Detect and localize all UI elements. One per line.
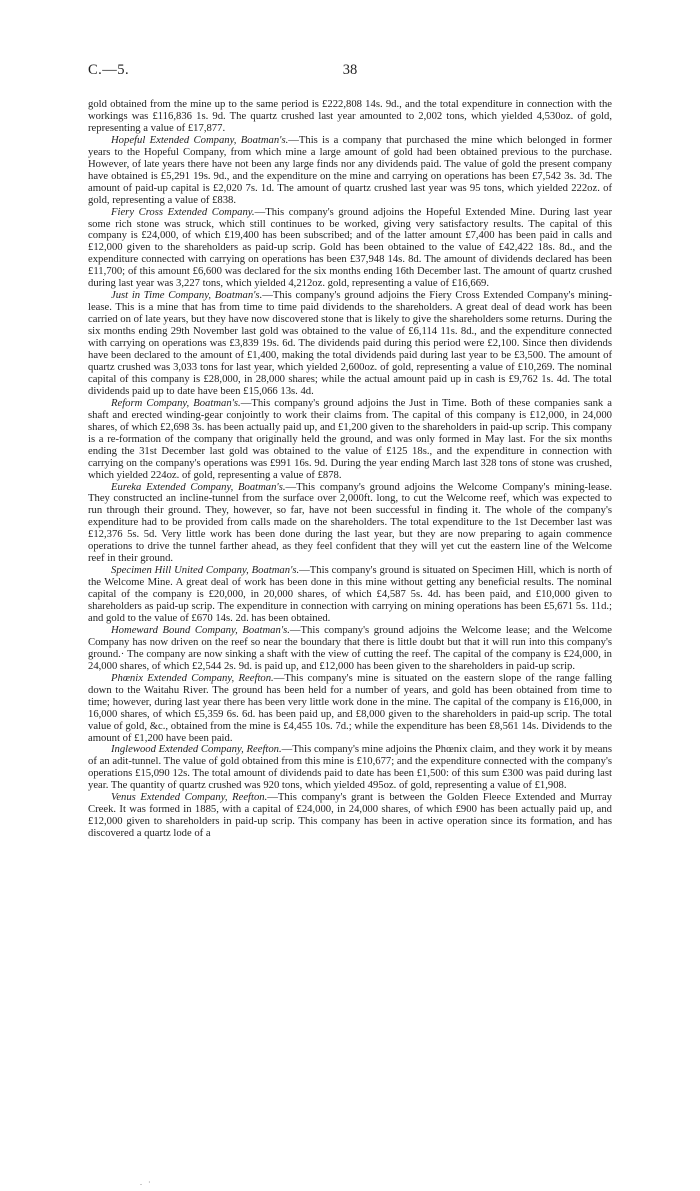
paragraph-reform: [88, 398, 612, 482]
paragraph-specimen-hill: [88, 565, 612, 625]
paragraph-text: —This company's mine adjoins the Phœnix claim, and they work it by means of an adit-tunnel. The value of gold obtained from this mine is £10,677; and the expenditure connected with the company's operations £15,090 12s. The total amount of dividends paid to date has been £1,500: of this sum £300 was paid during last year. The quantity of quartz crushed was 920 tons, which yielded 495oz. of gold, representing a value of £1,908.: [88, 744, 612, 792]
paragraph-text: —This company's mine is situated on the eastern slope of the range falling down to the Waitahu River. The ground has been held for a number of years, and gold has been obtained from time to time; however, during last year there has been very little work done in the mine. The capital of the company is £16,000, in 16,000 shares, of which £5,359 6s. 6d. has been paid up, and £8,000 given to the shareholders in paid-up scrip. The total value of gold, &c., obtained from the mine is £4,455 10s. 7d.; while the expenditure has been £8,561 14s. Dividends to the amount of £1,200 have been paid.: [88, 672, 613, 744]
paragraph-continuation: [88, 99, 612, 135]
footer-mark: . ·: [140, 1178, 153, 1187]
paragraph-phoenix-extended: [88, 673, 612, 745]
paragraph-text: —This is a company that purchased the mine which belonged in former years to the Hopeful Company, from which mine a large amount of gold had been obtained previous to the purchase. However, of late years there have not been any large finds nor any dividends paid. The value of gold the present company have obtained is £5,291 19s. 9d., and the expenditure on the mine and carrying on operations has been £7,542 3s. 3d. The amount of paid-up capital is £2,020 7s. 1d. The amount of quartz crushed last year was 95 tons, which yielded 222oz. of gold, representing a value of £838.: [88, 134, 612, 206]
company-name: Specimen Hill United Company, Boatman's.: [111, 565, 300, 577]
company-name: Inglewood Extended Company, Reefton.: [111, 744, 282, 756]
paragraph-text: —This company's ground adjoins the Welcome Company's mining-lease. They constructed an incline-tunnel from the surface over 2,000ft. long, to cut the Welcome reef, which was expected to run through their ground. They, however, so far, have not been successful in finding it. The whole of the company's expenditure had to be provided from calls made on the shareholders. The total expenditure to the 1st December last was £12,376 5s. 5d. Very little work has been done during the last year, but they are now preparing to again commence operations to drive the tunnel farther ahead, as they feel confident that they will yet cut the eastern line of the Welcome reef in their ground.: [88, 481, 612, 565]
company-name: Phœnix Extended Company, Reefton.: [111, 672, 274, 684]
paragraph-eureka-extended: [88, 482, 612, 566]
paragraph-just-in-time: [88, 290, 612, 398]
company-name: Fiery Cross Extended Company.: [111, 206, 255, 218]
paragraph-text: —This company's ground adjoins the Welcome lease; and the Welcome Company has now driven on the reef so near the boundary that there is little doubt but that it will run into this company's ground.· The company are now sinking a shaft with the view of cutting the reef. The capital of the company is £24,000, in 24,000 shares, of which £2,544 2s. 9d. is paid up, and £12,000 has been given to the shareholders in paid-up scrip.: [88, 624, 613, 672]
paragraph-hopeful-extended: [88, 135, 612, 207]
body-text: [88, 99, 612, 840]
page-number: 38: [342, 62, 358, 78]
paragraph-fiery-cross: [88, 207, 612, 291]
paragraph-text: gold obtained from the mine up to the same period is £222,808 14s. 9d., and the total expenditure in connection with the workings was £116,836 1s. 9d. The quartz crushed last year amounted to 2,002 tons, which yielded 4,530oz. of gold, representing a value of £17,877.: [88, 99, 612, 134]
paragraph-text: —This company's grant is between the Golden Fleece Extended and Murray Creek. It was formed in 1885, with a capital of £24,000, in 24,000 shares, of which £900 has been actually paid up, and £12,000 given to shareholders in paid-up scrip. This company has been in active operation since its formation, and has discovered a quartz lode of a: [88, 792, 612, 840]
company-name: Homeward Bound Company, Boatman's.: [111, 624, 290, 636]
company-name: Just in Time Company, Boatman's.: [111, 290, 263, 302]
paragraph-text: —This company's ground adjoins the Just in Time. Both of these companies sank a shaft and erected winding-gear conjointly to work their claims from. The capital of this company is £12,000, in 24,000 shares, of which £2,698 3s. has been actually paid up, and £1,200 given to the shareholders in paid-up scrip. This company is a re-formation of the company that originally held the ground, and was only formed in May last. For the six months ending the 31st December last gold was obtained to the value of £125 18s., and the expenditure in connection with carrying on the company's operations was £991 16s. 9d. During the year ending March last 328 tons of stone was crushed, which yielded 224oz. of gold, representing a value of £878.: [88, 397, 612, 481]
running-head: [88, 62, 612, 82]
company-name: Eureka Extended Company, Boatman's.: [111, 481, 286, 493]
page-reference: C.—5.: [88, 62, 130, 78]
company-name: Hopeful Extended Company, Boatman's.: [111, 134, 289, 146]
paragraph-text: —This company's ground is situated on Specimen Hill, which is north of the Welcome Mine. A great deal of work has been done in this mine without getting any beneficial results. The nominal capital of the company is £20,000, in 20,000 shares, of which £4,587 5s. 4d. has been paid, and £10,000 given to shareholders as paid-up scrip. The expenditure in connection with carrying on mining operations has been £5,671 5s. 11d.; and gold to the value of £670 14s. 2d. has been obtained.: [88, 565, 612, 624]
company-name: Reform Company, Boatman's.: [111, 397, 241, 409]
paragraph-homeward-bound: [88, 625, 612, 673]
paragraph-text: —This company's ground adjoins the Fiery Cross Extended Company's mining-lease. This is a mine that has from time to time paid dividends to the shareholders. A great deal of dead work has been carried on of late years, but they have now discovered stone that is likely to give the shareholders some returns. During the six months ending 29th November last gold was obtained to the value of £6,114 11s. 8d., and the expenditure connected with carrying on operations was £3,839 19s. 6d. The dividends paid during this period were £2,100. Since then dividends have been declared to the amount of £1,400, making the total dividends paid during last year to be £3,500. The amount of quartz crushed was 3,033 tons for last year, which yielded 2,600oz. of gold, representing a value of £10,269. The nominal capital of this company is £28,000, in 28,000 shares; while the actual amount paid up in cash is £9,762 1s. 4d. The total dividends paid up to date have been £15,066 13s. 4d.: [88, 290, 613, 397]
paragraph-text: —This company's ground adjoins the Hopeful Extended Mine. During last year some rich stone was struck, which still continues to be worked, giving very satisfactory results. The capital of this company is £24,000, of which £19,400 has been subscribed; and of the latter amount £7,400 has been paid in calls and £12,000 given to the shareholders as paid-up scrip. Gold has been obtained to the value of £42,422 18s. 8d., and the expenditure connected with carrying on operations has been £37,948 14s. 8d. The amount of dividends declared has been £11,700; of this amount £6,600 was declared for the six months ending 16th December last. The amount of quartz crushed during last year was 3,227 tons, which yielded 4,212oz. gold, representing a value of £16,669.: [88, 206, 612, 290]
company-name: Venus Extended Company, Reefton.: [111, 792, 268, 804]
paragraph-inglewood-extended: [88, 744, 612, 792]
paragraph-venus-extended: [88, 792, 612, 840]
